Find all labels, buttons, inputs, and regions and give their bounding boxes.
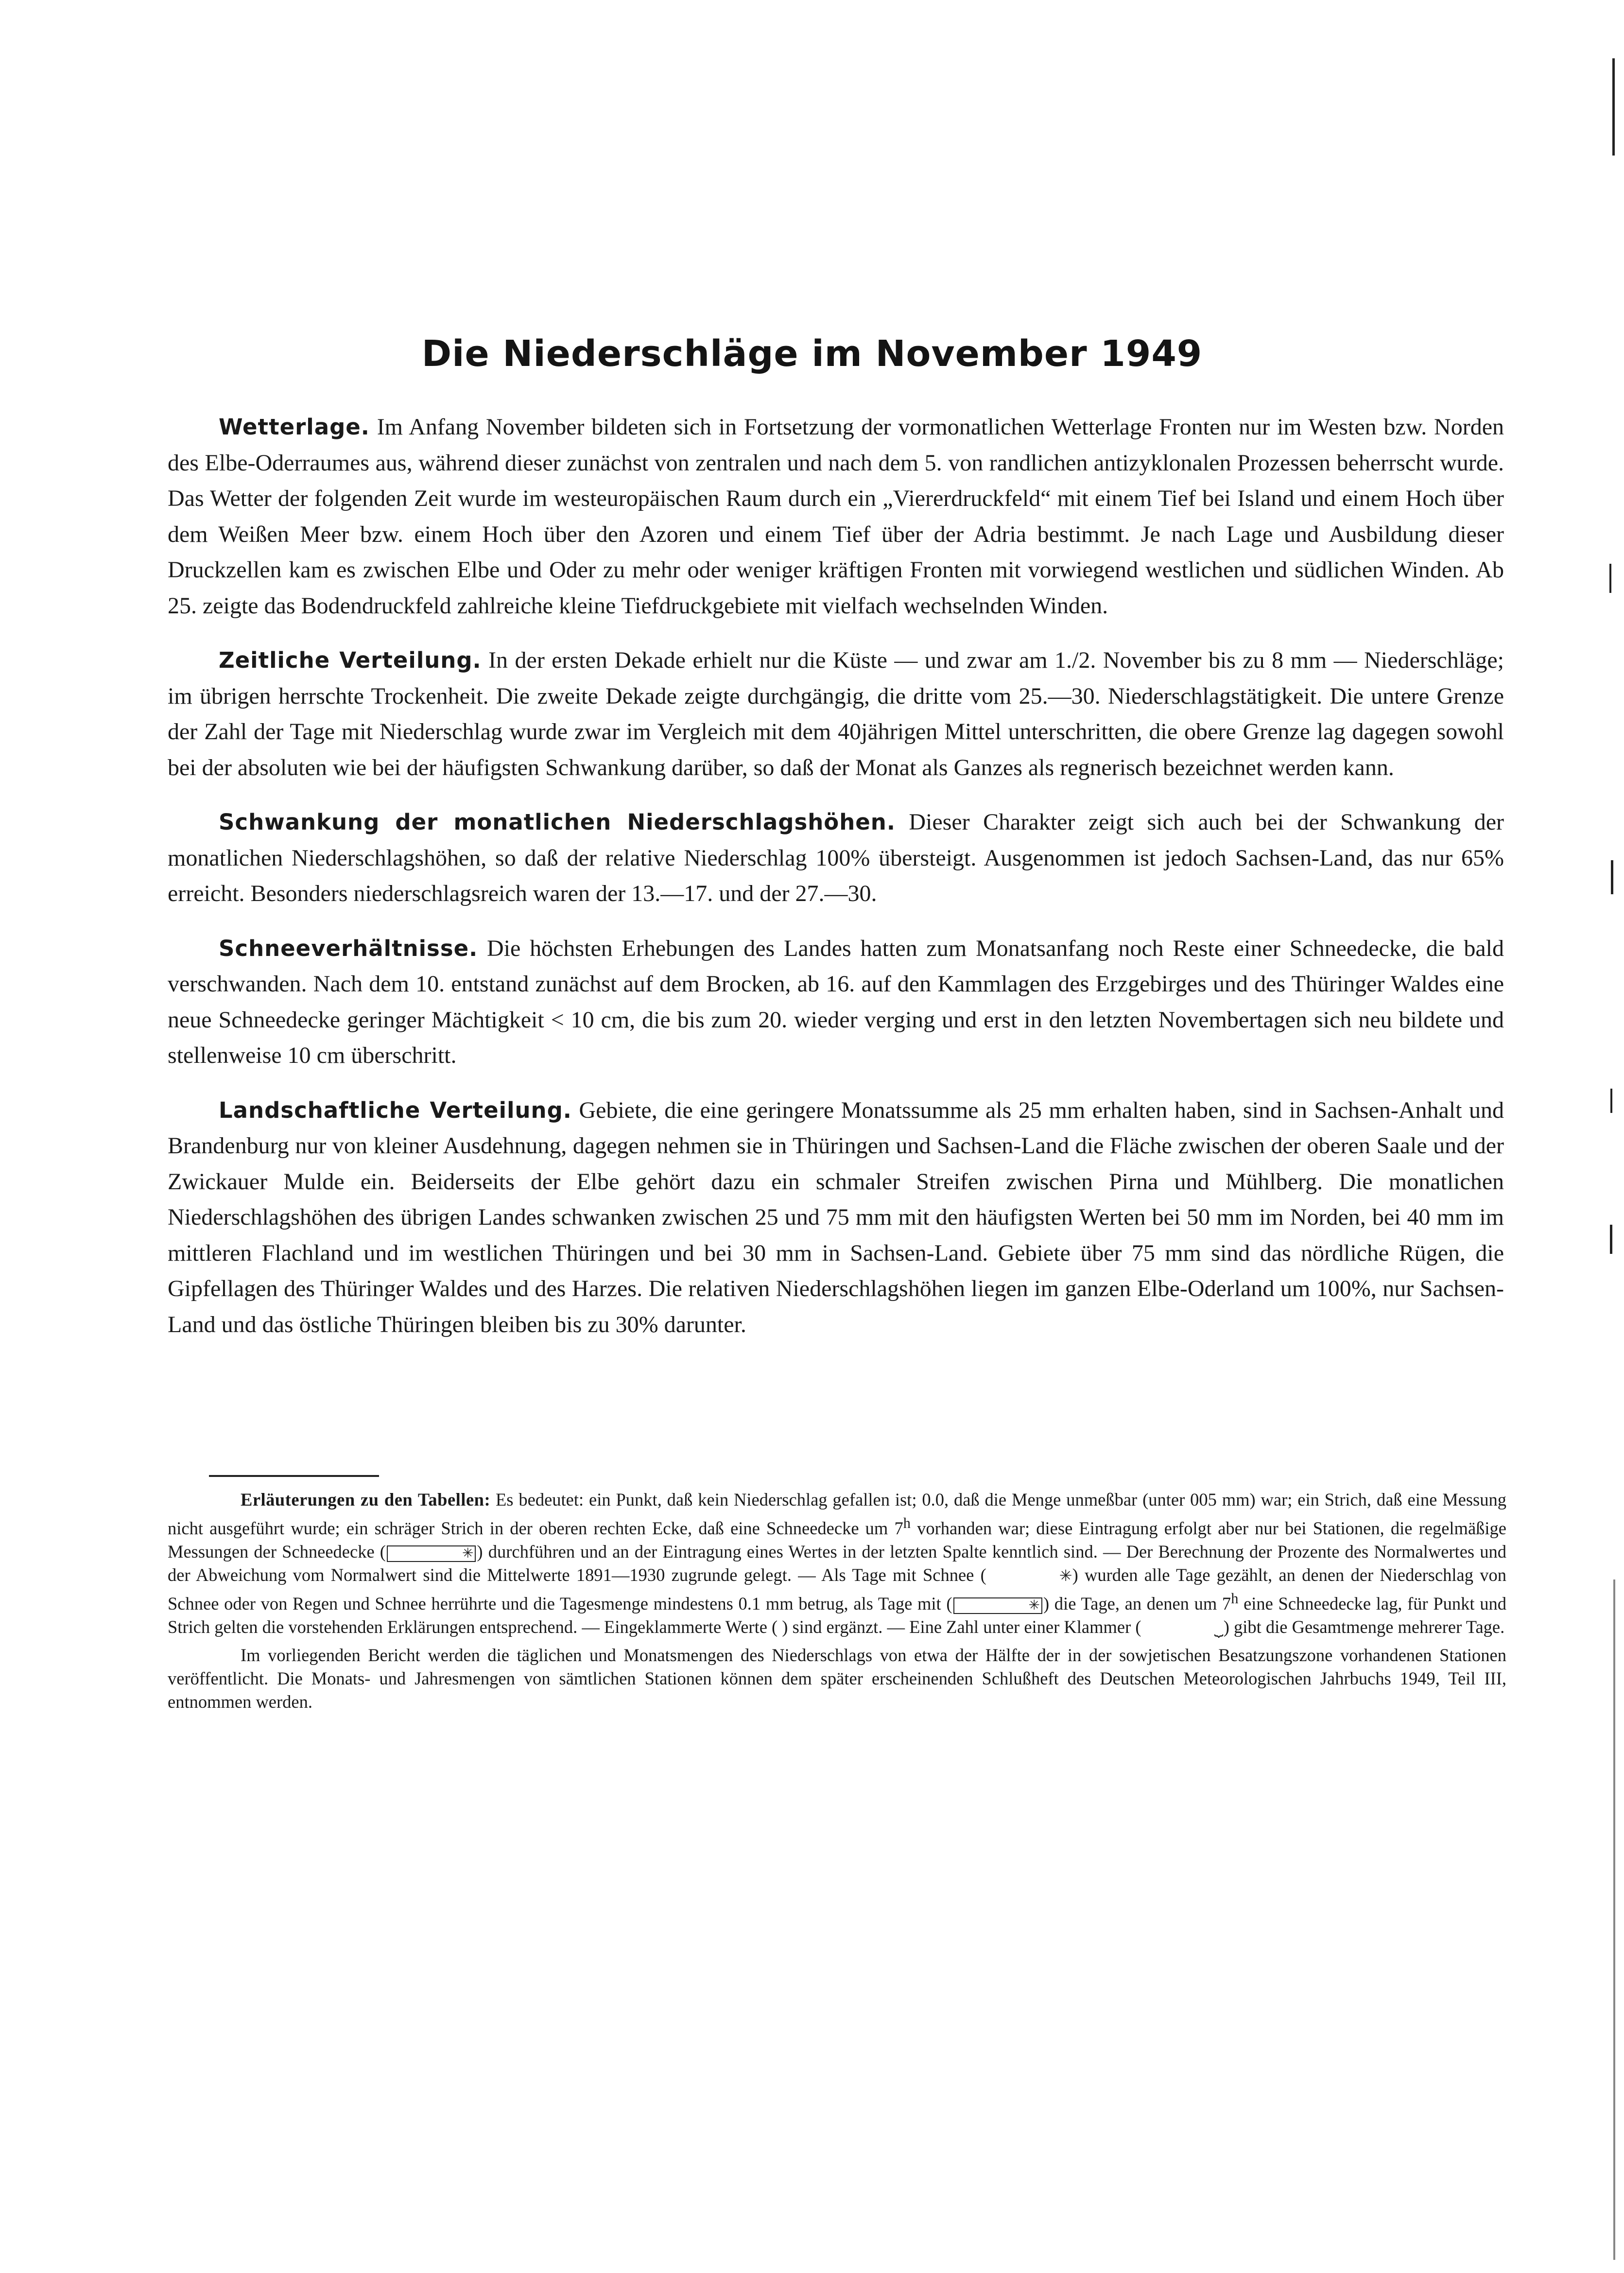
scan-edge-mark bbox=[1612, 58, 1615, 156]
paragraph-text: Im Anfang November bildeten sich in Fortsetzung der vormonatlichen Wetterlage Fronten nur im Westen bzw. Norden des Elbe-Oderraumes aus, während dieser zunächst von zentralen und nach dem 5. von randlichen antizyklonalen Prozessen beherrscht wurde. Das Wetter der folgenden Zeit wurde im westeuropäischen Raum durch ein „Viererdruckfeld“ mit einem Tief bei Island und einem Hoch über dem Weißen Meer bzw. einem Hoch über den Azoren und einem Tief über der Adria bestimmt. Je nach Lage und Ausbildung dieser Druckzellen kam es zwischen Elbe und Oder zu mehr oder weniger kräftigen Fronten mit vorwiegend westlichen und südlichen Winden. Ab 25. zeigte das Bodendruckfeld zahlreiche kleine Tiefdruckgebiete mit vielfach wechselnden Winden. bbox=[168, 414, 1504, 619]
note-heading: Erläuterungen zu den Tabellen: bbox=[241, 1490, 491, 1510]
scan-edge-mark bbox=[1609, 564, 1611, 593]
paragraph-schwankung bbox=[168, 804, 1504, 912]
snow-cover-box-icon: ✳ bbox=[953, 1597, 1042, 1614]
paragraph-landschaftliche-verteilung bbox=[168, 1093, 1504, 1343]
paragraph-wetterlage bbox=[168, 409, 1504, 624]
footnote-divider bbox=[209, 1475, 379, 1477]
paragraph-text: Gebiete, die eine geringere Monatssumme als 25 mm erhalten haben, sind in Sachsen-Anhalt und Brandenburg nur von kleiner Ausdehnung, dagegen nehmen sie in Thüringen und Sachsen-Land die Fläche zwischen der oberen Saale und der Zwickauer Mulde ein. Beiderseits der Elbe gehört dazu ein schmaler Streifen zwischen Pirna und Mühlberg. Die monatlichen Niederschlagshöhen des übrigen Landes schwanken zwischen 25 und 75 mm mit den häufigsten Werten bei 50 mm im Norden, bei 40 mm im mittleren Flachland und im westlichen Thüringen und bei 30 mm in Sachsen-Land. Gebiete über 75 mm sind das nördliche Rügen, die Gipfellagen des Thüringer Waldes und des Harzes. Die relativen Niederschlagshöhen liegen im ganzen Elbe-Oderland um 100%, nur Sachsen-Land und das östliche Thüringen bleiben bis zu 30% darunter. bbox=[168, 1097, 1504, 1337]
scan-edge-mark bbox=[1610, 1225, 1612, 1254]
scan-edge-mark bbox=[1610, 1089, 1612, 1113]
snowflake-icon: ✳ bbox=[1059, 1567, 1072, 1585]
paragraph-text: Dieser Charakter zeigt sich auch bei der Schwankung der monatlichen Niederschlagshöhen, so daß der relative Niederschlag 100% übersteigt. Ausgenommen ist jedoch Sachsen-Land, das nur 65% erreicht. Besonders niederschlagsreich waren der 13.—17. und der 27.—30. bbox=[168, 809, 1504, 906]
paragraph-heading: Zeitliche Verteilung. bbox=[219, 647, 482, 673]
paragraph-heading: Landschaftliche Verteilung. bbox=[219, 1097, 572, 1123]
paragraph-text: Die höchsten Erhebungen des Landes hatten zum Monatsanfang noch Reste einer Schneedecke, die bald verschwanden. Nach dem 10. entstand zunächst auf dem Brocken, ab 16. auf den Kammlagen des Erzgebirges und des Thüringer Waldes eine neue Schneedecke geringer Mächtigkeit < 10 cm, die bis zum 20. wieder verging und erst in den letzten Novembertagen sich neu bildete und stellenweise 10 cm überschritt. bbox=[168, 935, 1504, 1068]
paragraph-heading: Schwankung der monatlichen Niederschlagshöhen. bbox=[219, 809, 896, 835]
page-title: Die Niederschläge im November 1949 bbox=[421, 333, 1203, 375]
note-explanation: Erläuterungen zu den Tabellen: Es bedeutet: ein Punkt, daß kein Niederschlag gefallen ist; 0.0, daß die Menge unmeßbar (unter 005 mm) war; ein Strich, daß eine Messung nicht ausgeführt wurde; ein schräger Strich in der oberen rechten Ecke, daß eine Schneedecke um 7$^h$ vorhanden war; diese Eintragung erfolgt aber nur bei Stationen, die regelmäßige Messungen der Schneedecke ( ✳ ) durchführen und an der Eintragung eines Wertes in der letzten Spalte kenntlich sind. — Der Berechnung der Prozente des Normalwertes und der Abweichung vom Normalwert sind die Mittelwerte 1891—1930 zugrunde gelegt. — Als Tage mit Schnee ( ✳) wurden alle Tage gezählt, an denen der Niederschlag von Schnee oder von Regen und Schnee herrührte und die Tagesmenge mindestens 0.1 mm betrug, als Tage mit ( ✳ ) die Tage, an denen um 7$^h$ eine Schneedecke lag, für Punkt und Strich gelten die vorstehenden Erklärungen entsprechend. — Eingeklammerte Werte ( ) sind ergänzt. — Eine Zahl unter einer Klammer ( ⏟) gibt die Gesamtmenge mehrerer Tage. bbox=[168, 1490, 1507, 1637]
note-report: Im vorliegenden Bericht werden die täglichen und Monatsmengen des Niederschlags von etwa der Hälfte der in der sowjetischen Besatzungszone vorhandenen Stationen veröffentlicht. Die Monats- und Jahresmengen von sämtlichen Stationen können dem später erscheinenden Schlußheft des Deutschen Meteorologischen Jahrbuchs 1949, Teil III, entnommen werden. bbox=[168, 1645, 1506, 1712]
footnotes bbox=[168, 1488, 1506, 1718]
paragraph-heading: Wetterlage. bbox=[219, 414, 370, 440]
paragraph-text: In der ersten Dekade erhielt nur die Küste — und zwar am 1./2. November bis zu 8 mm — Niederschläge; im übrigen herrschte Trockenheit. Die zweite Dekade zeigte durchgängig, die dritte vom 25.—30. Niederschlagstätigkeit. Die untere Grenze der Zahl der Tage mit Niederschlag wurde zwar im Vergleich mit dem 40jährigen Mittel unterschritten, die obere Grenze lag dagegen sowohl bei der absoluten wie bei der häufigsten Schwankung darüber, so daß der Monat als Ganzes als regnerisch bezeichnet werden kann. bbox=[168, 647, 1504, 781]
snow-cover-box-icon: ✳ bbox=[387, 1545, 476, 1562]
paragraph-zeitliche-verteilung bbox=[168, 642, 1504, 785]
paragraph-schneeverhaeltnisse bbox=[168, 931, 1504, 1074]
scan-edge-mark bbox=[1611, 860, 1613, 894]
brace-icon: ⏟ bbox=[1214, 1619, 1224, 1637]
body-text bbox=[168, 409, 1504, 1361]
paragraph-heading: Schneeverhältnisse. bbox=[219, 935, 478, 961]
scan-edge-mark bbox=[1613, 1579, 1615, 2260]
